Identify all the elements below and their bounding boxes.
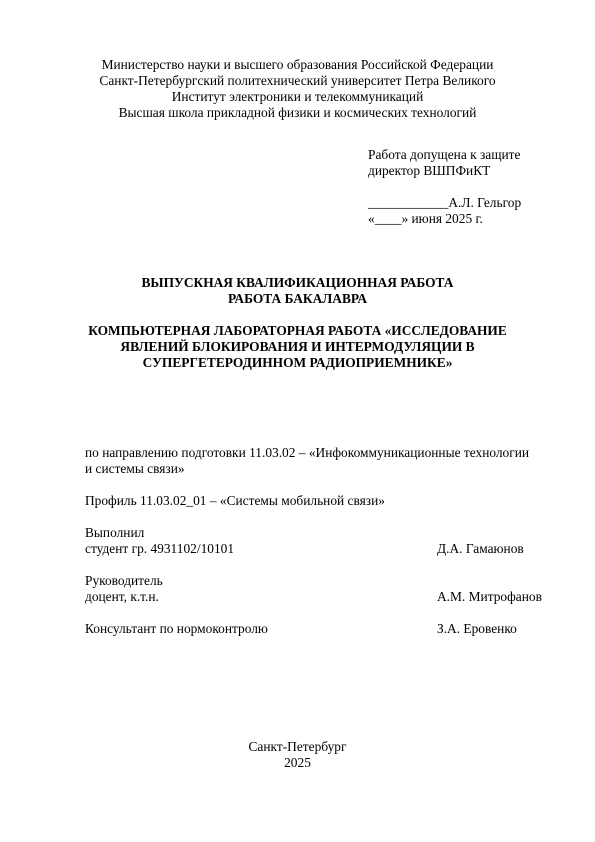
- school-line: Высшая школа прикладной физики и космических технологий: [118, 105, 477, 120]
- year: 2025: [284, 755, 311, 770]
- approval-date: «____» июня 2025 г.: [368, 211, 483, 226]
- university-line: Санкт-Петербургский политехнический университет Петра Великого: [99, 73, 496, 88]
- student-role: студент гр. 4931102/10101: [85, 541, 235, 556]
- approval-text: Работа допущена к защите: [368, 147, 521, 162]
- supervisor-label: Руководитель: [85, 573, 163, 588]
- performed-label: Выполнил: [85, 525, 145, 540]
- ministry-line: Министерство науки и высшего образования Российской Федерации: [101, 57, 494, 72]
- topic-line-2: ЯВЛЕНИЙ БЛОКИРОВАНИЯ И ИНТЕРМОДУЛЯЦИИ В: [120, 339, 475, 354]
- profile-line: Профиль 11.03.02_01 – «Системы мобильной связи»: [85, 493, 385, 508]
- city: Санкт-Петербург: [248, 739, 347, 754]
- supervisor-name: А.М. Митрофанов: [437, 589, 542, 604]
- consultant-role: Консультант по нормоконтролю: [85, 621, 268, 636]
- work-type: ВЫПУСКНАЯ КВАЛИФИКАЦИОННАЯ РАБОТА: [141, 275, 454, 290]
- approval-signature: ____________А.Л. Гельгор: [368, 195, 522, 210]
- approval-director: директор ВШПФиКТ: [368, 163, 491, 178]
- supervisor-role: доцент, к.т.н.: [85, 589, 159, 604]
- topic-line-1: КОМПЬЮТЕРНАЯ ЛАБОРАТОРНАЯ РАБОТА «ИССЛЕДОВАНИЕ: [88, 323, 507, 338]
- direction-line-2: и системы связи»: [85, 461, 185, 476]
- consultant-name: З.А. Еровенко: [437, 621, 517, 636]
- work-subtype: РАБОТА БАКАЛАВРА: [227, 291, 368, 306]
- direction-line-1: по направлению подготовки 11.03.02 – «Инфокоммуникационные технологии: [85, 445, 530, 460]
- student-name: Д.А. Гамаюнов: [437, 541, 524, 556]
- institute-line: Институт электроники и телекоммуникаций: [171, 89, 424, 104]
- topic-line-3: СУПЕРГЕТЕРОДИННОМ РАДИОПРИЕМНИКЕ»: [142, 355, 453, 370]
